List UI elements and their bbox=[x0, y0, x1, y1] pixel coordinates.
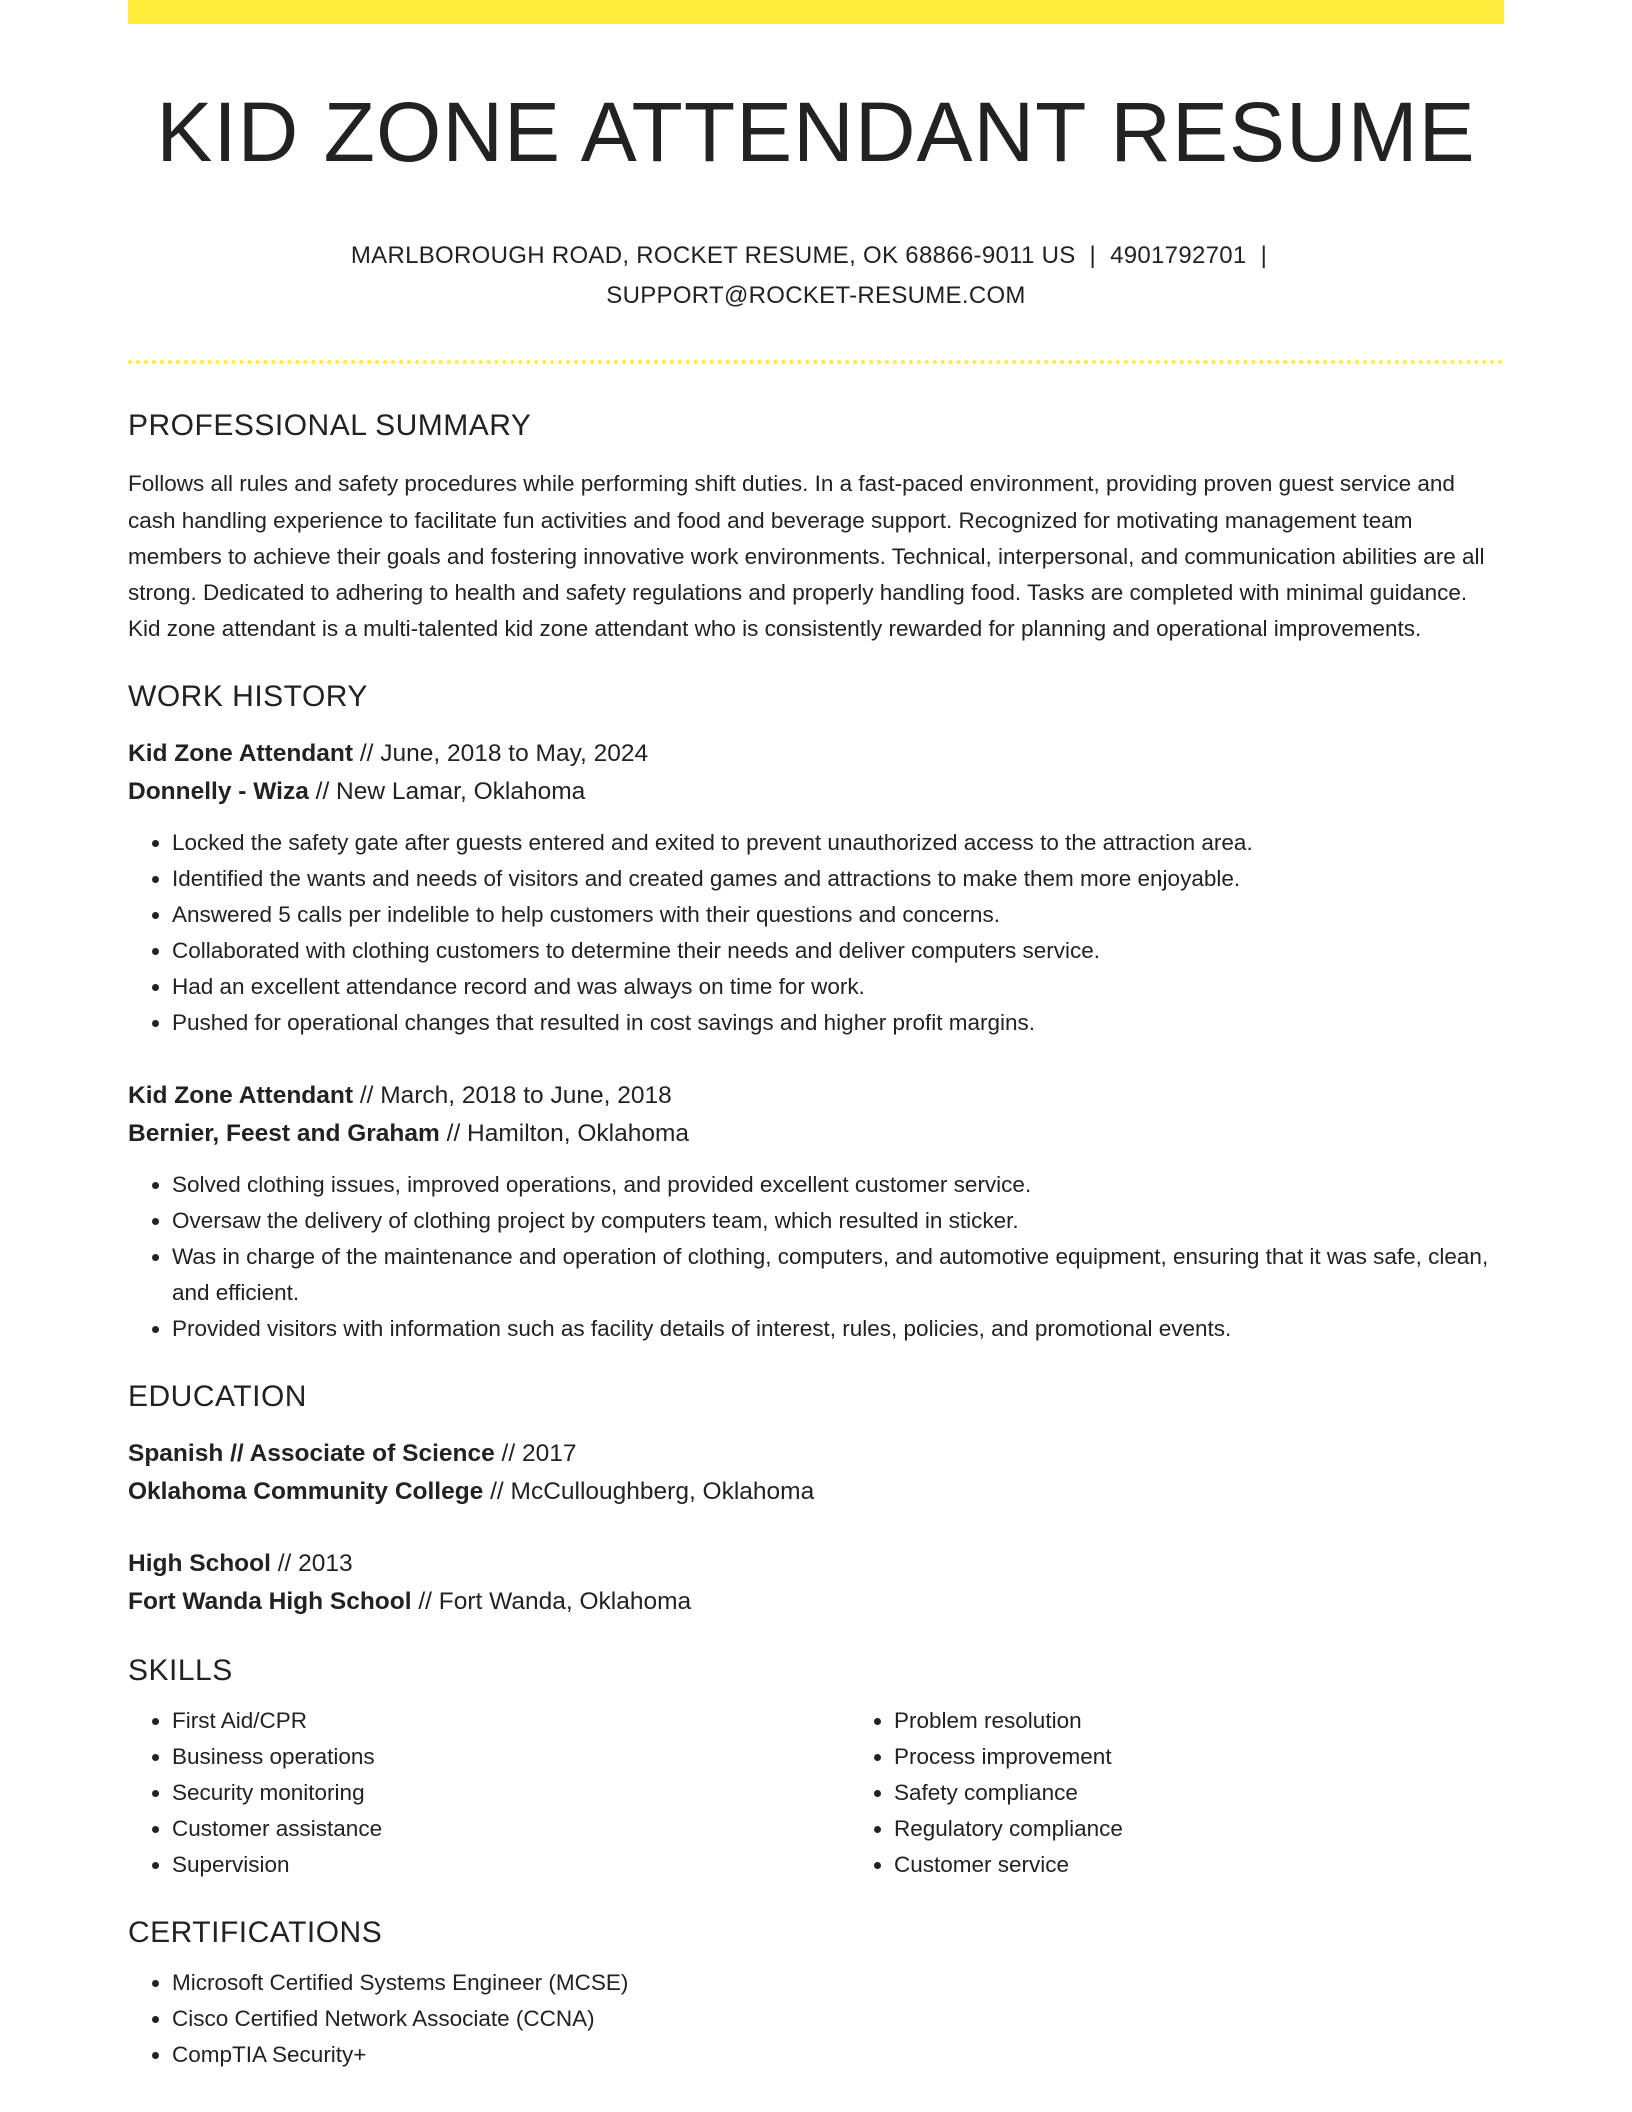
education-school: Fort Wanda High School bbox=[128, 1588, 412, 1616]
skill-item: • First Aid/CPR bbox=[172, 1703, 850, 1739]
job-bullet: • Answered 5 calls per indelible to help customers with their questions and concerns. bbox=[172, 897, 1504, 933]
section-title-skills: SKILLS bbox=[128, 1654, 233, 1688]
education-school-line bbox=[128, 1583, 1504, 1621]
job-bullets bbox=[128, 825, 1504, 1041]
job-bullet: • Pushed for operational changes that resulted in cost savings and higher profit margins. bbox=[172, 1005, 1504, 1041]
education-school: Oklahoma Community College bbox=[128, 1478, 484, 1506]
skill-item: • Problem resolution bbox=[894, 1703, 1504, 1739]
job-bullet: • Collaborated with clothing customers to determine their needs and deliver computers service. bbox=[172, 933, 1504, 969]
job-title-line bbox=[128, 1077, 1504, 1115]
certification-item: • CompTIA Security+ bbox=[172, 2037, 1504, 2073]
education-location: // Fort Wanda, Oklahoma bbox=[411, 1588, 692, 1616]
accent-bar bbox=[128, 0, 1504, 24]
certification-item: • Microsoft Certified Systems Engineer (MCSE) bbox=[172, 1965, 1504, 2001]
certifications-list bbox=[128, 1965, 1504, 2073]
resume-title: KID ZONE ATTENDANT RESUME bbox=[156, 85, 1476, 179]
job-bullet: • Was in charge of the maintenance and operation of clothing, computers, and automotive equipment, ensuring that it was safe, clean, and efficient. bbox=[172, 1239, 1504, 1311]
skill-item: • Safety compliance bbox=[894, 1775, 1504, 1811]
section-title-work-history: WORK HISTORY bbox=[128, 680, 368, 714]
skill-item: • Security monitoring bbox=[172, 1775, 850, 1811]
job-company: Bernier, Feest and Graham bbox=[128, 1120, 440, 1148]
job-entry bbox=[128, 735, 1504, 1041]
education-entry bbox=[128, 1435, 1504, 1511]
skills-list-left bbox=[128, 1703, 850, 1883]
contact-info bbox=[128, 236, 1504, 316]
skill-item: • Regulatory compliance bbox=[894, 1811, 1504, 1847]
contact-separator: | bbox=[1089, 242, 1097, 270]
job-title: Kid Zone Attendant bbox=[128, 740, 354, 768]
certification-item: • Cisco Certified Network Associate (CCNA) bbox=[172, 2001, 1504, 2037]
education-degree: High School bbox=[128, 1550, 271, 1578]
job-company: Donnelly - Wiza bbox=[128, 778, 309, 806]
education-location: // McCulloughberg, Oklahoma bbox=[483, 1478, 815, 1506]
contact-email[interactable]: SUPPORT@ROCKET-RESUME.COM bbox=[606, 282, 1026, 310]
skills-columns bbox=[128, 1703, 1504, 1883]
job-location: // Hamilton, Oklahoma bbox=[439, 1120, 690, 1148]
education-degree: Spanish // Associate of Science bbox=[128, 1440, 495, 1468]
job-dates: // June, 2018 to May, 2024 bbox=[353, 740, 649, 768]
job-bullet: • Oversaw the delivery of clothing project by computers team, which resulted in sticker. bbox=[172, 1203, 1504, 1239]
job-dates: // March, 2018 to June, 2018 bbox=[353, 1082, 672, 1110]
skill-item: • Supervision bbox=[172, 1847, 850, 1883]
dotted-divider bbox=[128, 360, 1504, 364]
education-year: // 2013 bbox=[270, 1550, 353, 1578]
job-company-line bbox=[128, 773, 1504, 811]
education-entry bbox=[128, 1545, 1504, 1621]
job-title: Kid Zone Attendant bbox=[128, 1082, 354, 1110]
job-entry bbox=[128, 1077, 1504, 1347]
contact-phone: 4901792701 bbox=[1110, 242, 1247, 270]
job-bullet: • Solved clothing issues, improved operations, and provided excellent customer service. bbox=[172, 1167, 1504, 1203]
summary-text: Follows all rules and safety procedures while performing shift duties. In a fast-paced environment, providing proven guest service and cash handling experience to facilitate fun activities and food and beverage support. Recognized for motivating management team members to achieve their goals and fostering innovative work environments. Technical, interpersonal, and communication abilities are all strong. Dedicated to adhering to health and safety regulations and properly handling food. Tasks are completed with minimal guidance. Kid zone attendant is a multi-talented kid zone attendant who is consistently rewarded for planning and operational improvements. bbox=[128, 471, 1485, 642]
resume-page bbox=[128, 0, 1504, 2073]
job-title-line bbox=[128, 735, 1504, 773]
section-title-summary: PROFESSIONAL SUMMARY bbox=[128, 409, 532, 443]
job-company-line bbox=[128, 1115, 1504, 1153]
skill-item: • Customer assistance bbox=[172, 1811, 850, 1847]
skills-list-right bbox=[850, 1703, 1504, 1883]
job-location: // New Lamar, Oklahoma bbox=[308, 778, 586, 806]
contact-address: MARLBOROUGH ROAD, ROCKET RESUME, OK 68866-9011 US bbox=[350, 242, 1076, 270]
education-degree-line bbox=[128, 1435, 1504, 1473]
job-bullet: • Locked the safety gate after guests entered and exited to prevent unauthorized access to the attraction area. bbox=[172, 825, 1504, 861]
skill-item: • Business operations bbox=[172, 1739, 850, 1775]
job-bullets bbox=[128, 1167, 1504, 1347]
contact-separator: | bbox=[1260, 242, 1268, 270]
skill-item: • Process improvement bbox=[894, 1739, 1504, 1775]
job-bullet: • Had an excellent attendance record and was always on time for work. bbox=[172, 969, 1504, 1005]
section-title-education: EDUCATION bbox=[128, 1380, 307, 1414]
education-year: // 2017 bbox=[494, 1440, 577, 1468]
education-school-line bbox=[128, 1473, 1504, 1511]
job-bullet: • Provided visitors with information such as facility details of interest, rules, policies, and promotional events. bbox=[172, 1311, 1504, 1347]
skill-item: • Customer service bbox=[894, 1847, 1504, 1883]
job-bullet: • Identified the wants and needs of visitors and created games and attractions to make them more enjoyable. bbox=[172, 861, 1504, 897]
section-title-certifications: CERTIFICATIONS bbox=[128, 1916, 383, 1950]
education-degree-line bbox=[128, 1545, 1504, 1583]
